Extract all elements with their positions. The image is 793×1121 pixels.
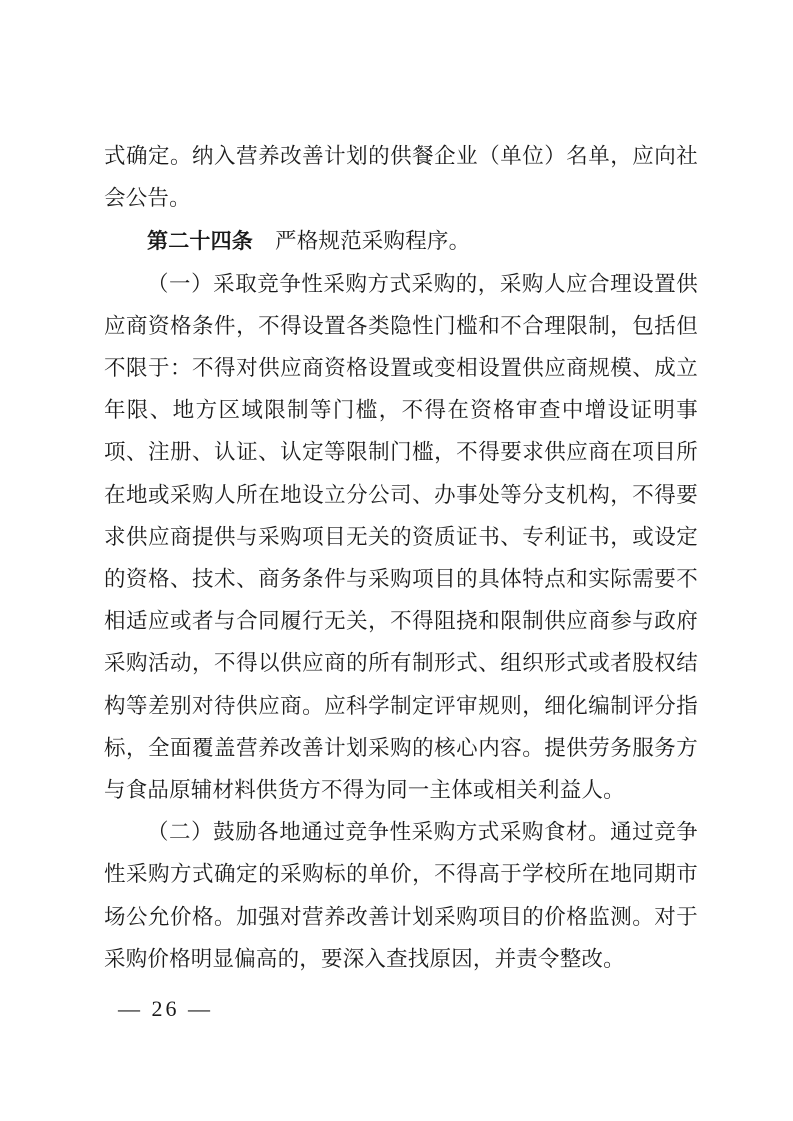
- paragraph-continuation: 式确定。纳入营养改善计划的供餐企业（单位）名单，应向社会公告。: [104, 144, 698, 212]
- paragraph-clause-1: （一）采取竞争性采购方式采购的，采购人应合理设置供应商资格条件，不得设置各类隐性门槛和不合理限制，包括但不限于：不得对供应商资格设置或变相设置供应商规模、成立年限、地方区域限制等门槛，不得在资格审查中增设证明事项、注册、认证、认定等限制门槛，不得要求供应商在项目所在地或采购人所在地设立分公司、办事处等分支机构，不得要求供应商提供与采购项目无关的资质证书、专利证书，或设定的资格、技术、商务条件与采购项目的具体特点和实际需要不相适应或者与合同履行无关，不得阻挠和限制供应商参与政府采购活动，不得以供应商的所有制形式、组织形式或者股权结构等差别对待供应商。应科学制定评审规则，细化编制评分指标，全面覆盖营养改善计划采购的核心内容。提供劳务服务方与食品原辅材料供货方不得为同一主体或相关利益人。: [104, 271, 698, 804]
- article-24: [104, 220, 698, 263]
- page-number: — 26 —: [118, 996, 213, 1021]
- article-title: 严格规范采购程序。: [275, 229, 471, 255]
- article-number: 第二十四条: [147, 229, 253, 254]
- paragraph-clause-2: （二）鼓励各地通过竞争性采购方式采购食材。通过竞争性采购方式确定的采购标的单价，不得高于学校所在地同期市场公允价格。加强对营养改善计划采购项目的价格监测。对于采购价格明显偏高的，要深入查找原因，并责令整改。: [104, 820, 698, 972]
- body-text: [104, 136, 698, 981]
